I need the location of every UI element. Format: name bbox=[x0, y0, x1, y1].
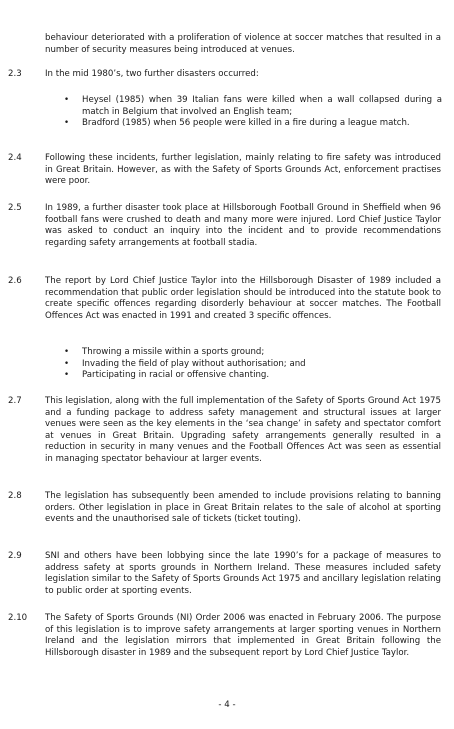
list-item: • Bradford (1985) when 56 people were killed in a fire during a league match. bbox=[64, 118, 410, 129]
paragraph-text: Following these incidents, further legislation, mainly relating to fire safety was introduced in Great Britain. However, as with the Safety of Sports Grounds Act, enforcement practises were poor. bbox=[45, 153, 441, 187]
list-item: • Participating in racial or offensive chanting. bbox=[64, 370, 270, 381]
paragraph-number: 2.8 bbox=[8, 491, 22, 501]
disasters-list bbox=[62, 95, 442, 130]
bullet-icon: • bbox=[64, 95, 70, 105]
paragraph-number: 2.4 bbox=[8, 153, 22, 163]
bullet-icon: • bbox=[64, 370, 70, 381]
paragraph-number: 2.5 bbox=[8, 203, 22, 213]
paragraph-text: behaviour deteriorated with a proliferation of violence at soccer matches that resulted in a number of security measures being introduced at venues. bbox=[45, 33, 441, 55]
paragraph-text: In the mid 1980’s, two further disasters occurred: bbox=[45, 69, 259, 79]
offences-list bbox=[62, 347, 442, 382]
list-item: • Throwing a missile within a sports ground; bbox=[64, 347, 265, 357]
paragraph-text: The Safety of Sports Grounds (NI) Order 2006 was enacted in February 2006. The purpose of this legislation is to improve safety arrangements at larger sporting venues in Northern Ireland and the legislation mirrors that implemented in Great Britain following the Hillsborough disaster in 1989 and the subsequent report by Lord Chief Justice Taylor. bbox=[45, 613, 441, 658]
paragraph-text: SNI and others have been lobbying since the late 1990’s for a package of measures to address safety at sports grounds in Northern Ireland. These measures included safety legislation similar to the Safety of Sports Grounds Act 1975 and ancillary legislation relating to public order at sporting events. bbox=[45, 551, 441, 596]
paragraph-number: 2.10 bbox=[8, 613, 28, 623]
bullet-icon: • bbox=[64, 347, 70, 357]
paragraph-text: In 1989, a further disaster took place at Hillsborough Football Ground in Sheffield when 96 football fans were crushed to death and many more were injured. Lord Chief Justice Taylor was asked to conduct an inquiry into the incident and to provide recommendations regarding safety arrangements at football stadia. bbox=[45, 203, 441, 248]
bullet-icon: • bbox=[64, 358, 70, 369]
paragraph-number: 2.6 bbox=[8, 276, 22, 286]
paragraph-number: 2.9 bbox=[8, 551, 22, 561]
paragraph-text: This legislation, along with the full implementation of the Safety of Sports Ground Act 1975 and a funding package to address safety management and structural issues at larger venues were seen as the key elements in the ‘sea change’ in safety and spectator comfort at venues in Great Britain. Upgrading safety arrangements generally resulted in a reduction in security in many venues and the Football Offences Act was seen as essential in managing spectator behaviour at larger events. bbox=[45, 396, 441, 464]
bullet-icon: • bbox=[64, 118, 70, 129]
list-item: • Invading the field of play without authorisation; and bbox=[64, 358, 306, 369]
paragraph-text: The report by Lord Chief Justice Taylor into the Hillsborough Disaster of 1989 included a recommendation that public order legislation should be introduced into the statute book to create specific offences regarding disorderly behaviour at soccer matches. The Football Offences Act was enacted in 1991 and created 3 specific offences. bbox=[45, 276, 441, 321]
list-item: • Heysel (1985) when 39 Italian fans were killed when a wall collapsed during a match in Belgium that involved an English team; bbox=[64, 95, 442, 117]
paragraph-text: The legislation has subsequently been amended to include provisions relating to banning orders. Other legislation in place in Great Britain relates to the sale of alcohol at sporting events and the unauthorised sale of tickets (ticket touting). bbox=[45, 491, 441, 525]
paragraph-number: 2.3 bbox=[8, 69, 22, 79]
paragraph-number: 2.7 bbox=[8, 396, 22, 406]
page-number: - 4 - bbox=[218, 700, 236, 710]
